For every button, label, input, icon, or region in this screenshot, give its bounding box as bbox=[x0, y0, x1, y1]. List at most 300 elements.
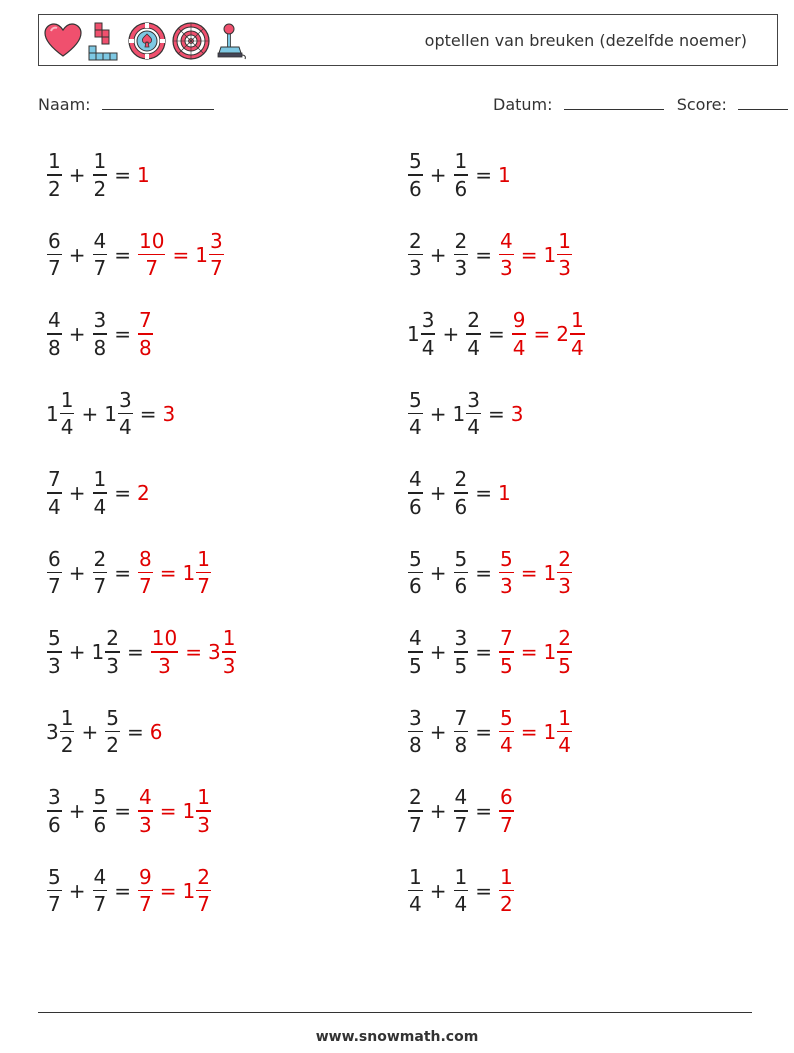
addend-a bbox=[407, 228, 424, 281]
equals-sign: = bbox=[126, 719, 144, 744]
answer-part bbox=[498, 628, 515, 676]
numerator: 2 bbox=[558, 546, 571, 571]
fraction-bar bbox=[60, 731, 75, 733]
fraction-bar bbox=[138, 890, 153, 892]
fraction bbox=[60, 387, 75, 440]
equals-sign: = bbox=[475, 242, 492, 267]
answer bbox=[137, 546, 212, 599]
fraction bbox=[408, 787, 423, 835]
equals-sign: = bbox=[159, 799, 177, 823]
fraction-bar bbox=[138, 333, 153, 335]
numerator: 5 bbox=[409, 387, 422, 412]
fraction-bar bbox=[196, 810, 211, 812]
fraction-bar bbox=[557, 731, 572, 733]
whole-number: 1 bbox=[543, 640, 557, 664]
numerator: 2 bbox=[558, 626, 571, 651]
fraction bbox=[557, 705, 572, 758]
numerator: 5 bbox=[106, 705, 119, 730]
fraction bbox=[408, 387, 423, 440]
addend-b bbox=[465, 310, 482, 358]
numerator: 5 bbox=[500, 546, 513, 571]
addend-b bbox=[452, 387, 482, 440]
fraction-bar bbox=[47, 492, 62, 494]
problem-item bbox=[46, 304, 154, 364]
fraction-bar bbox=[408, 413, 423, 415]
answer-part bbox=[150, 720, 163, 744]
denominator: 7 bbox=[209, 256, 223, 281]
whole-number: 3 bbox=[46, 719, 59, 744]
fraction bbox=[499, 864, 514, 917]
equals-sign: = bbox=[520, 242, 538, 267]
answer-part bbox=[498, 864, 515, 917]
denominator: 3 bbox=[48, 653, 61, 678]
fraction bbox=[47, 469, 62, 517]
numerator: 1 bbox=[454, 864, 468, 889]
fraction bbox=[408, 151, 423, 199]
answer-part bbox=[208, 628, 237, 676]
addend-b bbox=[453, 628, 470, 676]
addend-b bbox=[92, 310, 109, 358]
numerator: 4 bbox=[409, 626, 422, 651]
denominator: 4 bbox=[570, 335, 584, 360]
numerator: 3 bbox=[467, 387, 480, 412]
addend-a bbox=[46, 864, 63, 917]
fraction-bar bbox=[151, 651, 178, 653]
plus-sign: + bbox=[81, 401, 99, 426]
fraction-bar bbox=[512, 333, 527, 335]
numerator: 5 bbox=[48, 864, 61, 889]
whole-number: 1 bbox=[182, 799, 196, 823]
denominator: 7 bbox=[93, 256, 107, 281]
answer-part bbox=[162, 402, 175, 426]
denominator: 8 bbox=[93, 335, 107, 360]
fraction bbox=[222, 628, 237, 676]
plus-sign: + bbox=[68, 242, 86, 267]
answer-part bbox=[511, 310, 528, 358]
equals-sign: = bbox=[475, 560, 492, 585]
fraction-bar bbox=[570, 333, 585, 335]
denominator: 4 bbox=[454, 892, 468, 917]
fraction bbox=[47, 864, 62, 917]
fraction bbox=[47, 310, 62, 358]
fraction-bar bbox=[47, 572, 62, 574]
fraction bbox=[499, 787, 514, 835]
answer-part bbox=[137, 787, 154, 835]
fraction bbox=[466, 310, 481, 358]
addend-a bbox=[407, 469, 424, 517]
fraction bbox=[93, 310, 108, 358]
addend-b bbox=[92, 151, 109, 199]
equals-sign: = bbox=[114, 163, 131, 187]
problem-item bbox=[407, 225, 573, 285]
equals-sign: = bbox=[114, 799, 131, 823]
denominator: 6 bbox=[409, 494, 422, 519]
addend-b bbox=[104, 705, 121, 758]
denominator: 3 bbox=[409, 256, 422, 281]
numerator: 2 bbox=[93, 546, 107, 571]
problem-item bbox=[407, 463, 511, 523]
numerator: 6 bbox=[48, 546, 61, 571]
answer-part bbox=[137, 310, 154, 358]
numerator: 6 bbox=[500, 785, 513, 810]
fraction-bar bbox=[60, 413, 75, 415]
fraction bbox=[47, 787, 62, 835]
date-label: Datum: bbox=[493, 95, 553, 114]
denominator: 6 bbox=[93, 812, 107, 837]
whole-number: 1 bbox=[543, 242, 557, 267]
denominator: 7 bbox=[197, 892, 210, 917]
numerator: 1 bbox=[500, 864, 513, 889]
fraction bbox=[196, 864, 211, 917]
numerator: 7 bbox=[48, 467, 61, 492]
answer bbox=[498, 628, 573, 676]
denominator: 2 bbox=[48, 176, 61, 201]
denominator: 7 bbox=[454, 812, 468, 837]
answer-part bbox=[498, 228, 515, 281]
denominator: 7 bbox=[48, 892, 61, 917]
score-line bbox=[738, 93, 788, 110]
numerator: 2 bbox=[454, 467, 468, 492]
fraction bbox=[454, 628, 469, 676]
whole-number: 1 bbox=[182, 560, 196, 585]
denominator: 3 bbox=[197, 812, 210, 837]
plus-sign: + bbox=[68, 322, 86, 346]
fraction-bar bbox=[196, 890, 211, 892]
fraction bbox=[196, 787, 211, 835]
denominator: 7 bbox=[93, 892, 107, 917]
numerator: 5 bbox=[409, 546, 422, 571]
numerator: 3 bbox=[48, 785, 61, 810]
fraction-bar bbox=[408, 254, 423, 256]
fraction bbox=[408, 628, 423, 676]
answer bbox=[162, 402, 175, 426]
fraction bbox=[499, 628, 514, 676]
fraction-bar bbox=[454, 810, 469, 812]
addend-a bbox=[46, 787, 63, 835]
numerator: 3 bbox=[454, 626, 468, 651]
fraction-bar bbox=[47, 254, 62, 256]
plus-sign: + bbox=[429, 878, 447, 903]
denominator: 3 bbox=[222, 653, 236, 678]
problem-item bbox=[407, 304, 586, 364]
numerator: 1 bbox=[197, 546, 210, 571]
fraction-bar bbox=[47, 890, 62, 892]
fraction-bar bbox=[138, 572, 153, 574]
joystick-icon bbox=[215, 21, 255, 61]
fraction bbox=[93, 151, 108, 199]
plus-sign: + bbox=[68, 799, 86, 823]
answer bbox=[137, 310, 154, 358]
fraction-bar bbox=[499, 651, 514, 653]
denominator: 4 bbox=[60, 415, 74, 440]
denominator: 3 bbox=[454, 256, 468, 281]
fraction-bar bbox=[454, 890, 469, 892]
numerator: 5 bbox=[409, 149, 422, 174]
problem-item bbox=[407, 861, 515, 921]
fraction-bar bbox=[408, 651, 423, 653]
denominator: 5 bbox=[454, 653, 468, 678]
denominator: 2 bbox=[60, 733, 74, 758]
addend-a bbox=[46, 546, 63, 599]
fraction-bar bbox=[557, 254, 572, 256]
fraction bbox=[408, 864, 423, 917]
answer-part bbox=[498, 546, 515, 599]
fraction bbox=[138, 864, 153, 917]
denominator: 4 bbox=[118, 415, 132, 440]
whole-number: 1 bbox=[182, 878, 196, 903]
tetris-blocks-icon bbox=[87, 21, 123, 61]
fraction bbox=[93, 469, 108, 517]
answer-part bbox=[544, 628, 573, 676]
fraction-bar bbox=[408, 890, 423, 892]
equals-sign: = bbox=[475, 799, 492, 823]
answer-part bbox=[543, 228, 573, 281]
answer bbox=[137, 864, 212, 917]
whole-number: 1 bbox=[46, 401, 59, 426]
addend-a bbox=[407, 387, 424, 440]
equals-sign: = bbox=[114, 560, 131, 585]
problem-item bbox=[46, 861, 212, 921]
numerator: 1 bbox=[48, 149, 61, 174]
fraction-bar bbox=[499, 731, 514, 733]
denominator: 6 bbox=[409, 176, 422, 201]
numerator: 5 bbox=[48, 626, 61, 651]
fraction-bar bbox=[408, 731, 423, 733]
denominator: 4 bbox=[467, 335, 480, 360]
whole-number: 1 bbox=[543, 560, 557, 585]
fraction-bar bbox=[499, 572, 514, 574]
answer-part bbox=[137, 546, 154, 599]
denominator: 7 bbox=[500, 812, 513, 837]
addend-b bbox=[92, 469, 109, 517]
name-label: Naam: bbox=[38, 95, 91, 114]
fraction bbox=[138, 787, 153, 835]
answer bbox=[150, 628, 238, 676]
answer-part bbox=[150, 628, 179, 676]
numerator: 3 bbox=[209, 228, 223, 253]
answer bbox=[137, 228, 225, 281]
answer-part bbox=[543, 546, 573, 599]
fraction bbox=[408, 469, 423, 517]
numerator: 2 bbox=[467, 308, 480, 333]
plus-sign: + bbox=[68, 640, 86, 664]
whole-number: 1 bbox=[543, 719, 557, 744]
fraction bbox=[408, 228, 423, 281]
addend-b bbox=[453, 864, 470, 917]
fraction bbox=[196, 546, 211, 599]
fraction bbox=[499, 546, 514, 599]
whole-number: 6 bbox=[149, 719, 163, 744]
denominator: 3 bbox=[558, 256, 571, 281]
numerator: 3 bbox=[93, 308, 107, 333]
fraction bbox=[105, 705, 120, 758]
denominator: 4 bbox=[512, 335, 526, 360]
numerator: 2 bbox=[454, 228, 468, 253]
whole-number: 2 bbox=[137, 481, 150, 505]
addend-b bbox=[453, 228, 470, 281]
equals-sign: = bbox=[533, 322, 551, 346]
whole-number: 3 bbox=[207, 640, 221, 664]
addend-b bbox=[453, 469, 470, 517]
numerator: 5 bbox=[500, 705, 513, 730]
dartboard-icon bbox=[171, 21, 211, 61]
fraction-bar bbox=[47, 651, 62, 653]
addend-a bbox=[407, 628, 424, 676]
answer bbox=[498, 787, 515, 835]
fraction bbox=[138, 546, 153, 599]
fraction bbox=[47, 228, 62, 281]
answer-part bbox=[183, 787, 212, 835]
date-score-field bbox=[493, 93, 788, 114]
addend-a bbox=[407, 705, 424, 758]
whole-number: 1 bbox=[195, 242, 208, 267]
plus-sign: + bbox=[429, 799, 447, 823]
numerator: 1 bbox=[93, 149, 107, 174]
numerator: 8 bbox=[139, 546, 152, 571]
addend-a bbox=[407, 787, 424, 835]
numerator: 4 bbox=[409, 467, 422, 492]
equals-sign: = bbox=[139, 401, 157, 426]
addend-b bbox=[92, 546, 109, 599]
problem-item bbox=[46, 702, 162, 762]
fraction-bar bbox=[93, 333, 108, 335]
fraction-bar bbox=[454, 254, 469, 256]
equals-sign: = bbox=[114, 242, 131, 267]
addend-b bbox=[453, 705, 470, 758]
numerator: 4 bbox=[93, 228, 107, 253]
fraction bbox=[454, 151, 469, 199]
numerator: 6 bbox=[48, 228, 61, 253]
equals-sign: = bbox=[475, 719, 492, 744]
denominator: 3 bbox=[106, 653, 119, 678]
fraction-bar bbox=[454, 572, 469, 574]
plus-sign: + bbox=[429, 560, 447, 585]
numerator: 9 bbox=[139, 864, 152, 889]
numerator: 4 bbox=[454, 785, 468, 810]
denominator: 3 bbox=[158, 653, 171, 678]
denominator: 7 bbox=[93, 574, 107, 599]
fraction-bar bbox=[421, 333, 436, 335]
plus-sign: + bbox=[442, 322, 460, 346]
addend-a bbox=[46, 228, 63, 281]
fraction-bar bbox=[93, 174, 108, 176]
fraction bbox=[570, 310, 585, 358]
answer-part bbox=[498, 163, 511, 187]
equals-sign: = bbox=[487, 401, 505, 426]
denominator: 6 bbox=[454, 176, 468, 201]
equals-sign: = bbox=[114, 322, 131, 346]
answer bbox=[137, 481, 150, 505]
poker-chip-icon bbox=[127, 21, 167, 61]
fraction-bar bbox=[93, 492, 108, 494]
denominator: 3 bbox=[558, 574, 571, 599]
plus-sign: + bbox=[429, 163, 447, 187]
numerator: 2 bbox=[409, 228, 422, 253]
plus-sign: + bbox=[429, 481, 447, 505]
fraction bbox=[93, 228, 108, 281]
denominator: 4 bbox=[500, 733, 513, 758]
answer bbox=[137, 163, 150, 187]
numerator: 3 bbox=[409, 705, 422, 730]
addend-a bbox=[407, 310, 436, 358]
answer bbox=[498, 546, 573, 599]
fraction-bar bbox=[408, 810, 423, 812]
numerator: 1 bbox=[222, 626, 236, 651]
fraction bbox=[60, 705, 75, 758]
answer bbox=[498, 481, 511, 505]
denominator: 4 bbox=[421, 335, 435, 360]
fraction bbox=[408, 546, 423, 599]
addend-b bbox=[453, 546, 470, 599]
answer-part bbox=[137, 481, 150, 505]
header-icons bbox=[43, 20, 255, 62]
fraction-bar bbox=[454, 731, 469, 733]
equals-sign: = bbox=[520, 560, 538, 585]
fraction-bar bbox=[105, 651, 120, 653]
equals-sign: = bbox=[114, 481, 131, 505]
answer bbox=[498, 705, 573, 758]
fraction-bar bbox=[93, 810, 108, 812]
denominator: 7 bbox=[139, 892, 152, 917]
whole-number: 3 bbox=[510, 401, 524, 426]
equals-sign: = bbox=[520, 719, 538, 744]
fraction bbox=[557, 228, 572, 281]
numerator: 4 bbox=[139, 785, 152, 810]
fraction bbox=[47, 151, 62, 199]
problem-item bbox=[407, 622, 573, 682]
fraction bbox=[118, 387, 133, 440]
plus-sign: + bbox=[68, 878, 86, 903]
addend-a bbox=[46, 628, 63, 676]
fraction-bar bbox=[408, 492, 423, 494]
fraction-bar bbox=[499, 810, 514, 812]
equals-sign: = bbox=[159, 878, 177, 903]
problem-item bbox=[407, 384, 523, 444]
numerator: 2 bbox=[409, 785, 422, 810]
plus-sign: + bbox=[429, 401, 447, 426]
denominator: 7 bbox=[139, 574, 152, 599]
numerator: 1 bbox=[93, 467, 107, 492]
score-label: Score: bbox=[676, 95, 727, 114]
addend-a bbox=[46, 705, 75, 758]
fraction-bar bbox=[454, 174, 469, 176]
fraction bbox=[47, 628, 62, 676]
fraction bbox=[93, 864, 108, 917]
problem-item bbox=[46, 543, 212, 603]
addend-b bbox=[92, 228, 109, 281]
numerator: 4 bbox=[500, 228, 513, 253]
denominator: 6 bbox=[454, 574, 468, 599]
whole-number: 1 bbox=[91, 640, 105, 664]
equals-sign: = bbox=[475, 878, 492, 903]
answer-part bbox=[511, 402, 524, 426]
answer bbox=[498, 163, 511, 187]
numerator: 7 bbox=[139, 308, 152, 333]
equals-sign: = bbox=[185, 640, 202, 664]
addend-a bbox=[407, 546, 424, 599]
fraction bbox=[408, 705, 423, 758]
numerator: 1 bbox=[409, 864, 422, 889]
fraction-bar bbox=[138, 254, 165, 256]
denominator: 7 bbox=[48, 574, 61, 599]
answer bbox=[511, 310, 586, 358]
name-line bbox=[102, 93, 214, 110]
answer-part bbox=[195, 228, 224, 281]
addend-a bbox=[46, 469, 63, 517]
answer-part bbox=[137, 228, 166, 281]
numerator: 7 bbox=[500, 626, 513, 651]
fraction bbox=[454, 705, 469, 758]
